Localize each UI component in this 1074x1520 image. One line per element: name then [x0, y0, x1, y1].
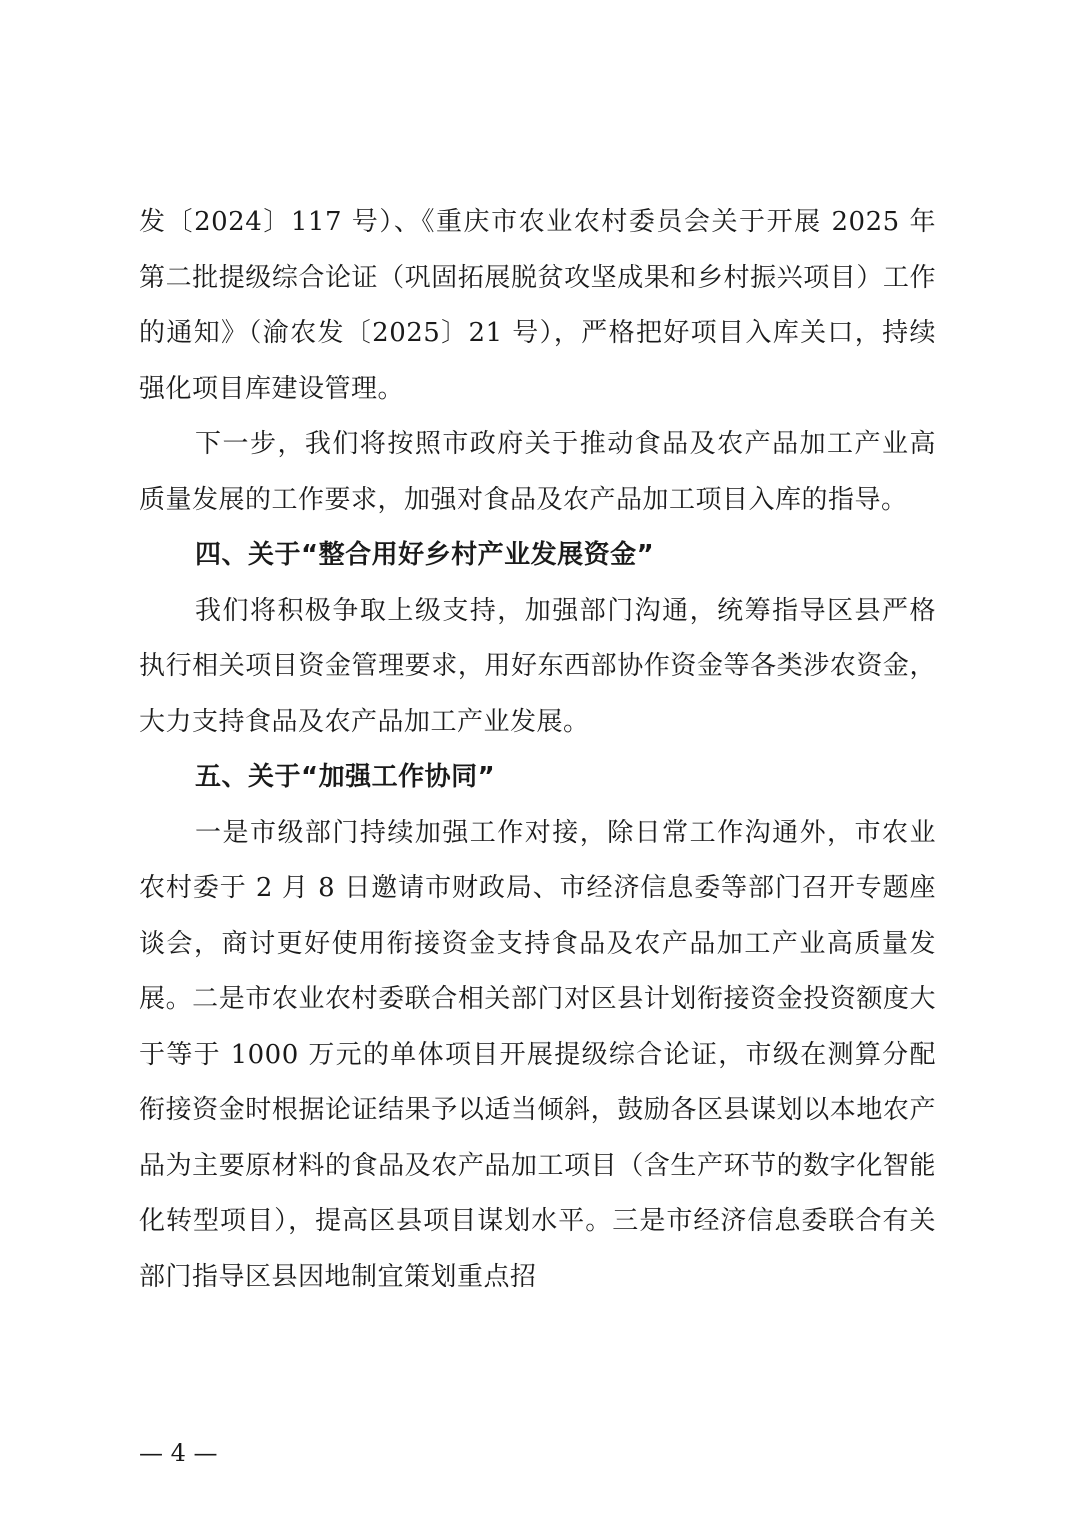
paragraph-coordination: 一是市级部门持续加强工作对接，除日常工作沟通外，市农业农村委于 2 月 8 日邀请市财政局、市经济信息委等部门召开专题座谈会，商讨更好使用衔接资金支持食品及农产品加工产业高质量发展。二是市农业农村委联合相关部门对区县计划衔接资金投资额度大于等于 1000 万元的单体项目开展提级综合论证，市级在测算分配衔接资金时根据论证结果予以适当倾斜，鼓励各区县谋划以本地农产品为主要原材料的食品及农产品加工项目（含生产环节的数字化智能化转型项目），提高区县项目谋划水平。三是市经济信息委联合有关部门指导区县因地制宜策划重点招 — [139, 817, 936, 1292]
paragraph-next-step: 下一步，我们将按照市政府关于推动食品及农产品加工产业高质量发展的工作要求，加强对食品及农产品加工项目入库的指导。 — [139, 429, 936, 515]
document-body — [139, 195, 936, 1305]
paragraph-continuation: 发〔2024〕117 号）、《重庆市农业农村委员会关于开展 2025 年第二批提级综合论证（巩固拓展脱贫攻坚成果和乡村振兴项目）工作的通知》（渝农发〔2025〕21 号），严格把好项目入库关口，持续强化项目库建设管理。 — [139, 207, 936, 404]
paragraph-funds: 我们将积极争取上级支持，加强部门沟通，统筹指导区县严格执行相关项目资金管理要求，用好东西部协作资金等各类涉农资金，大力支持食品及农产品加工产业发展。 — [139, 595, 936, 737]
page-number: — 4 — — [139, 1439, 218, 1467]
section-heading-five: 五、关于“加强工作协同” — [195, 762, 496, 792]
section-heading-four: 四、关于“整合用好乡村产业发展资金” — [195, 540, 655, 570]
